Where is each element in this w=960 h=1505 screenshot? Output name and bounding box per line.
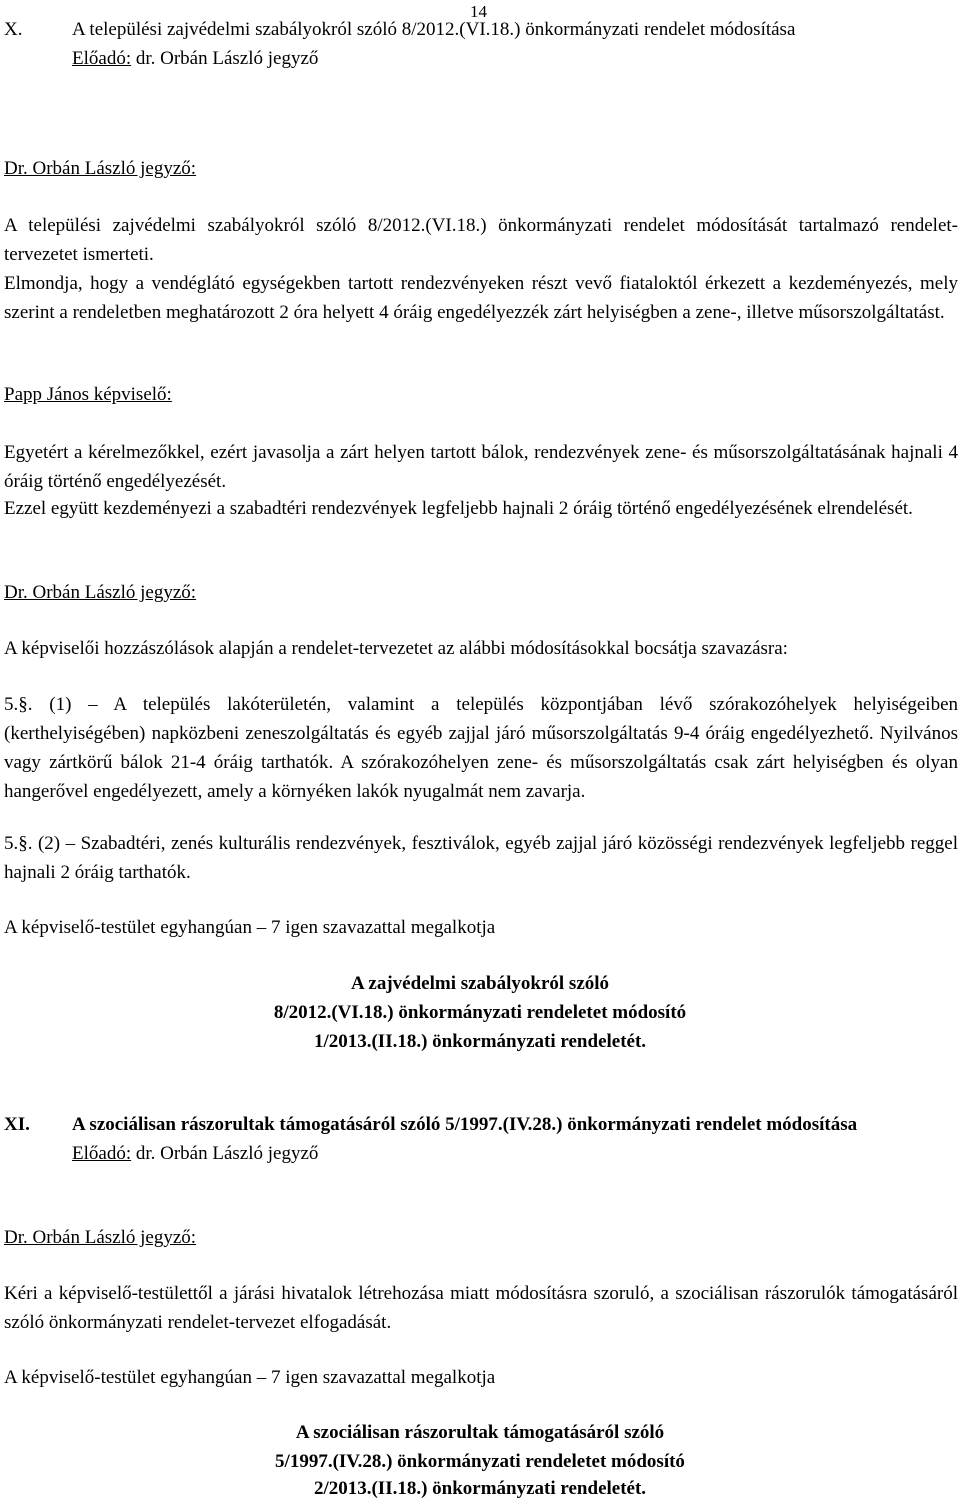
presenter-name: dr. Orbán László jegyző — [131, 48, 319, 69]
paragraph-elmondja: Elmondja, hogy a vendéglátó egységekben tartott rendezvényeken részt vevő fiataloktól érkezett a kezdeményezés, mely szerint a rendeletben meghatározott 2 óra helyett 4 óráig engedélyezzék zárt helyiségben a zene-, illetve műsorszolgáltatást. — [4, 273, 958, 323]
presenter-name: dr. Orbán László jegyző — [131, 1143, 319, 1164]
paragraph-egyetert: Egyetért a kérelmezőkkel, ezért javasolja a zárt helyen tartott bálok, rendezvények zene- és műsorszolgáltatásának hajnali 4 óráig történő engedélyezését. — [4, 442, 958, 492]
resolution-11-line-2: 5/1997.(IV.28.) önkormányzati rendeletet módosító — [275, 1451, 685, 1472]
section-11-heading — [4, 1110, 958, 1168]
resolution-11-line-3: 2/2013.(II.18.) önkormányzati rendeletét. — [313, 1478, 647, 1499]
presenter-label: Előadó: — [72, 1143, 132, 1164]
page-number: 14 — [470, 2, 487, 21]
paragraph-intro: A települési zajvédelmi szabályokról szóló 8/2012.(VI.18.) önkormányzati rendelet módosítását tartalmazó rendelet-tervezetet ismerteti. — [4, 215, 958, 265]
paragraph-keri: Kéri a képviselő-testülettől a járási hivatalok létrehozása miatt módosításra szoruló, a szociálisan rászorulók támogatásáról szóló önkormányzati rendelet-tervezet elfogadását. — [4, 1283, 958, 1333]
resolution-11-line-1: A szociálisan rászorultak támogatásáról szóló — [295, 1422, 665, 1443]
presenter-label: Előadó: — [72, 48, 132, 69]
section-10-presenter — [72, 44, 958, 73]
section-10-number: X. — [4, 19, 23, 40]
resolution-10-line-1: A zajvédelmi szabályokról szóló — [350, 973, 610, 994]
speaker-orban-2: Dr. Orbán László jegyző: — [4, 582, 197, 603]
section-10-heading — [4, 15, 958, 73]
section-11-number: XI. — [4, 1114, 30, 1135]
section-11-presenter — [72, 1139, 958, 1168]
vote-statement-11: A képviselő-testület egyhangúan – 7 igen szavazattal megalkotja — [4, 1367, 496, 1388]
section-11-title: A szociálisan rászorultak támogatásáról szóló 5/1997.(IV.28.) önkormányzati rendelet módosítása — [72, 1114, 858, 1135]
resolution-10-line-2: 8/2012.(VI.18.) önkormányzati rendeletet módosító — [273, 1002, 687, 1023]
paragraph-kepviseloi: A képviselői hozzászólások alapján a rendelet-tervezetet az alábbi módosításokkal bocsátja szavazásra: — [4, 638, 788, 659]
paragraph-ezzel: Ezzel együtt kezdeményezi a szabadtéri rendezvények legfeljebb hajnali 2 óráig történő engedélyezésének elrendelését. — [4, 498, 913, 519]
section-10-title: A települési zajvédelmi szabályokról szóló 8/2012.(VI.18.) önkormányzati rendelet módosítása — [72, 19, 796, 40]
speaker-papp: Papp János képviselő: — [4, 384, 172, 405]
resolution-10-line-3: 1/2013.(II.18.) önkormányzati rendeletét. — [313, 1031, 647, 1052]
vote-statement-10: A képviselő-testület egyhangúan – 7 igen szavazattal megalkotja — [4, 917, 496, 938]
paragraph-5-1: 5.§. (1) – A település lakóterületén, valamint a település központjában lévő szórakozóhelyek helyiségeiben (kerthelyiségében) napközbeni zeneszolgáltatás és egyéb zajjal járó műsorszolgáltatás 9-4 óráig engedélyezhető. Nyilvános vagy zártkörű bálok 21-4 óráig tarthatók. A szórakozóhelyen zene- és műsorszolgáltatás csak zárt helyiségben és olyan hangerővel engedélyezett, amely a környéken lakók nyugalmát nem zavarja. — [4, 694, 958, 802]
speaker-orban-3: Dr. Orbán László jegyző: — [4, 1227, 197, 1248]
paragraph-5-2: 5.§. (2) – Szabadtéri, zenés kulturális rendezvények, fesztiválok, egyéb zajjal járó közösségi rendezvények legfeljebb reggel hajnali 2 óráig tarthatók. — [4, 833, 958, 883]
speaker-orban-1: Dr. Orbán László jegyző: — [4, 158, 197, 179]
